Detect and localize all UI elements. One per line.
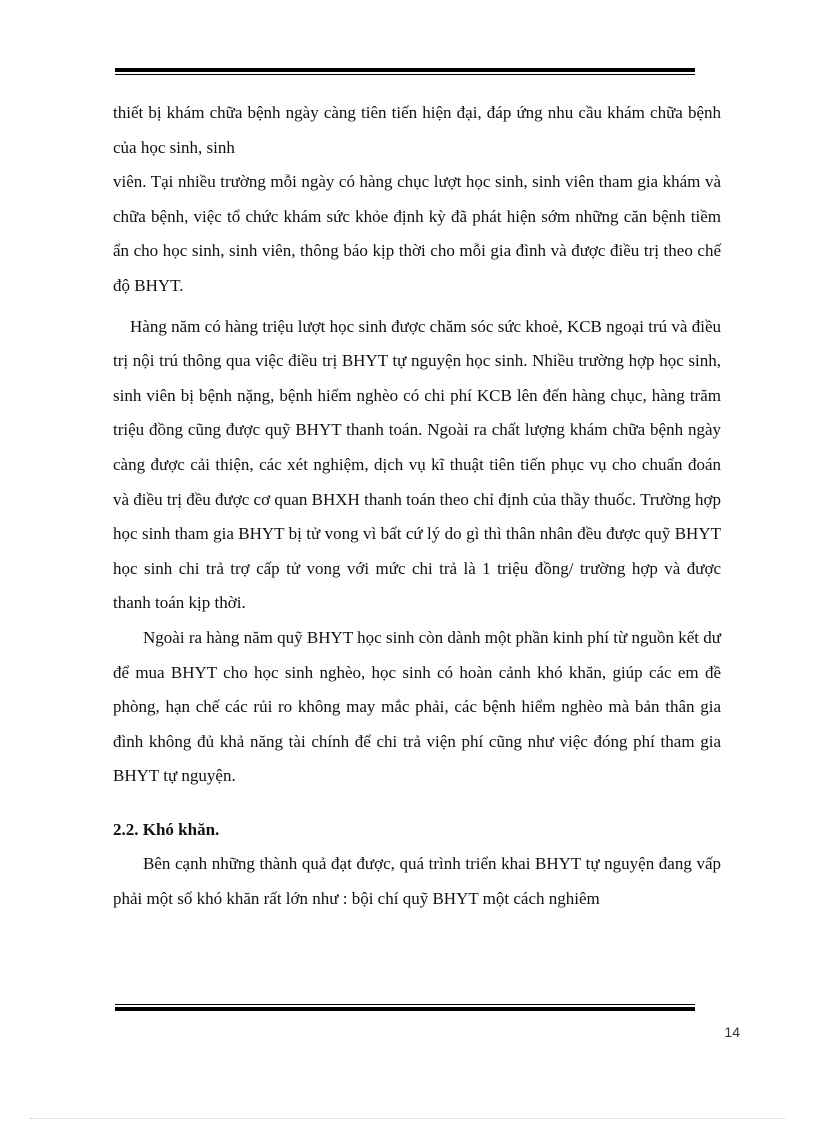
header-rule <box>115 68 695 75</box>
page-edge-divider <box>30 1118 786 1119</box>
paragraph-difficulties: Bên cạnh những thành quả đạt được, quá trình triển khai BHYT tự nguyện đang vấp phải một số khó khăn rất lớn như : bội chí quỹ BHYT một cách nghiêm <box>113 854 721 909</box>
paragraph-continued: thiết bị khám chữa bệnh ngày càng tiên tiến hiện đại, đáp ứng nhu cầu khám chữa bệnh của học sinh, sinh <box>113 103 721 157</box>
page-number: 14 <box>724 1024 740 1040</box>
section-heading: 2.2. Khó khăn. <box>113 819 220 839</box>
paragraph-annual-care: Hàng năm có hàng triệu lượt học sinh được chăm sóc sức khoẻ, KCB ngoại trú và điều trị nội trú thông qua việc điều trị BHYT tự nguyện học sinh. Nhiều trường hợp học sinh, sinh viên bị bệnh nặng, bệnh hiểm nghèo có chi phí KCB lên đến hàng chục, hàng trăm triệu đồng cũng được quỹ BHYT thanh toán. Ngoài ra chất lượng khám chữa bệnh ngày càng được cải thiện, các xét nghiệm, dịch vụ kĩ thuật tiên tiến phục vụ cho chuẩn đoán và điều trị đều được cơ quan BHXH thanh toán theo chỉ định của thầy thuốc. Trường hợp học sinh tham gia BHYT bị tử vong vì bất cứ lý do gì thì thân nhân đều được quỹ BHYT học sinh chi trả trợ cấp tử vong với mức chi trả là 1 triệu đồng/ trường hợp và được thanh toán kịp thời. <box>113 316 721 613</box>
page-body <box>113 96 721 917</box>
paragraph-students: viên. Tại nhiều trường mỗi ngày có hàng chục lượt học sinh, sinh viên tham gia khám và chữa bệnh, việc tổ chức khám sức khỏe định kỳ đã phát hiện sớm những căn bệnh tiềm ẩn cho học sinh, sinh viên, thông báo kịp thời cho mỗi gia đình và được điều trị theo chế độ BHYT. <box>113 172 721 295</box>
paragraph-surplus-fund: Ngoài ra hàng năm quỹ BHYT học sinh còn dành một phần kinh phí từ nguồn kết dư để mua BHYT cho học sinh nghèo, học sinh có hoàn cảnh khó khăn, giúp các em đề phòng, hạn chế các rủi ro không may mắc phải, các bệnh hiểm nghèo mà bản thân gia đình không đủ khả năng tài chính để chi trả viện phí cũng như việc đóng phí tham gia BHYT tự nguyện. <box>113 627 721 786</box>
footer-rule <box>115 1004 695 1011</box>
